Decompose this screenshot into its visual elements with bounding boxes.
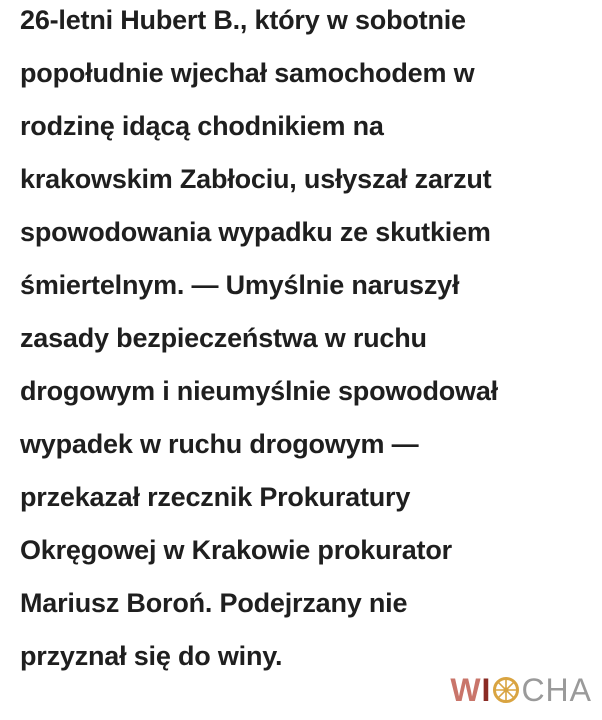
article-line-10: przekazał rzecznik Prokuratury [20, 482, 411, 512]
article-line-2: popołudnie wjechał samochodem w [20, 58, 475, 88]
article-line-12: Mariusz Boroń. Podejrzany nie [20, 588, 408, 618]
article-line-6: śmiertelnym. — Umyślnie naruszył [20, 270, 460, 300]
article-line-13: przyznał się do winy. [20, 641, 283, 671]
article-line-3: rodzinę idącą chodnikiem na [20, 111, 384, 141]
article-line-4: krakowskim Zabłociu, usłyszał zarzut [20, 164, 492, 194]
article-line-7: zasady bezpieczeństwa w ruchu [20, 323, 427, 353]
watermark-letter-i: I [481, 671, 492, 708]
article-line-11: Okręgowej w Krakowie prokurator [20, 535, 452, 565]
article-line-9: wypadek w ruchu drogowym — [20, 429, 419, 459]
article-line-5: spowodowania wypadku ze skutkiem [20, 217, 491, 247]
article-line-1: 26-letni Hubert B., który w sobotnie [20, 5, 466, 35]
wagon-wheel-icon [492, 676, 520, 704]
wiocha-watermark-logo [450, 670, 592, 710]
article-line-8: drogowym i nieumyślnie spowodował [20, 376, 498, 406]
article-text [20, 0, 595, 683]
watermark-letters-cha: CHA [521, 671, 592, 708]
watermark-letter-w: W [450, 671, 482, 708]
